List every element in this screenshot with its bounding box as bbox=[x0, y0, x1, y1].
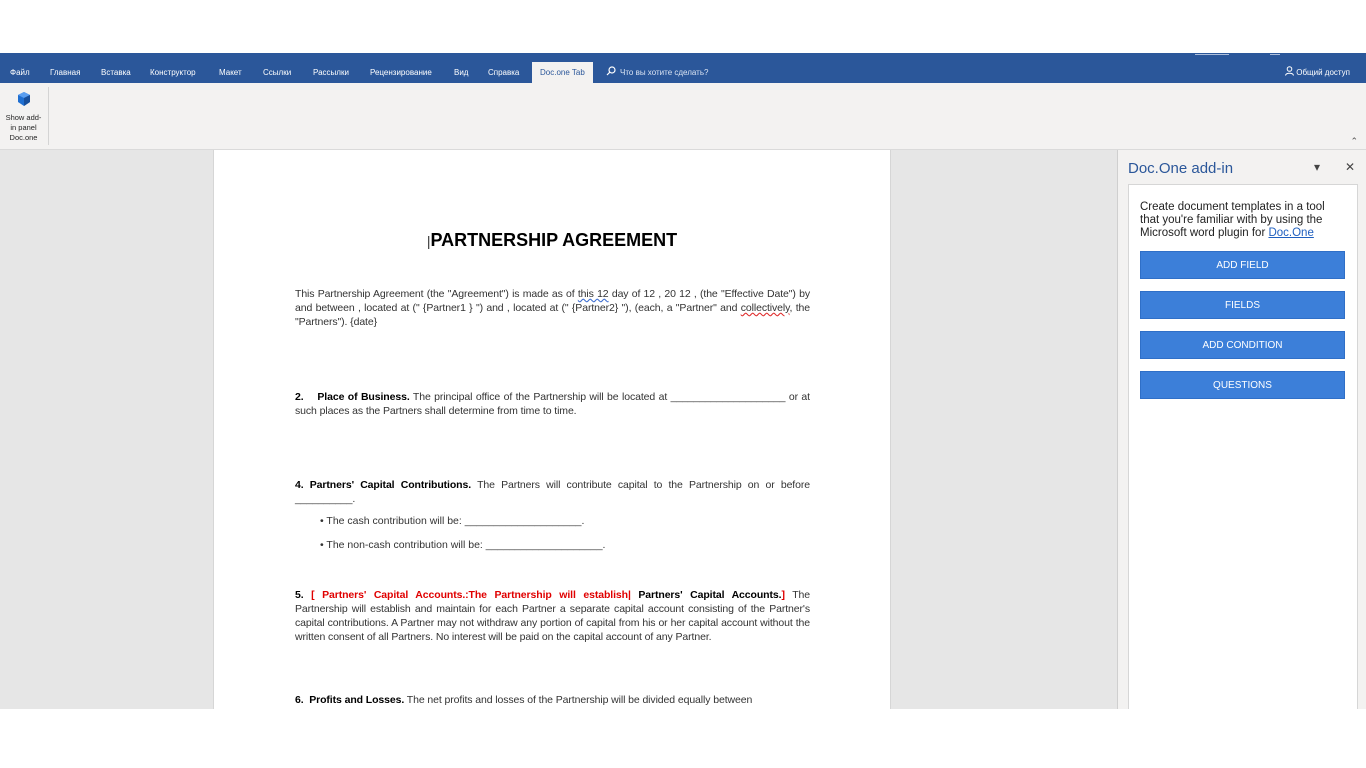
addin-description-text: Create document templates in a tool that you're familiar with by using the Microsoft word plugin for bbox=[1140, 201, 1325, 239]
share-button[interactable] bbox=[1285, 62, 1350, 83]
search-icon bbox=[606, 66, 616, 76]
questions-button[interactable]: QUESTIONS bbox=[1140, 371, 1345, 399]
tab-docone[interactable]: Doc.one Tab bbox=[532, 62, 593, 83]
tab-file[interactable]: Файл bbox=[10, 68, 30, 77]
docone-link[interactable]: Doc.One bbox=[1268, 227, 1314, 239]
ribbon-group-label: Doc.one bbox=[9, 133, 38, 142]
title-bar bbox=[0, 53, 1366, 62]
bottom-margin bbox=[0, 709, 1366, 768]
addin-description bbox=[1140, 201, 1340, 240]
section-5-number: 5. bbox=[295, 589, 304, 601]
addin-button-label-2: in panel bbox=[10, 123, 37, 132]
document-canvas bbox=[0, 150, 1118, 709]
person-icon bbox=[1285, 66, 1294, 76]
section-6-body: The net profits and losses of the Partnership will be divided equally between bbox=[404, 694, 753, 706]
tell-me-placeholder: Что вы хотите сделать? bbox=[620, 68, 709, 77]
intro-paragraph bbox=[295, 287, 810, 329]
section-5-body: The Partnership will establish and maintain for each Partner a separate capital account consisting of the Partner's capital contributions. A Partner may not withdraw any portion of capital from his or her capital account without the written consent of all Partners. No interest will be paid on the capital account of any Partner. bbox=[295, 589, 810, 643]
section-6-paragraph bbox=[295, 693, 810, 707]
bullet-noncash: • The non-cash contribution will be: ____________________. bbox=[320, 539, 606, 551]
section-2-heading: Place of Business. bbox=[317, 391, 410, 403]
dropdown-icon[interactable]: ▾ bbox=[1314, 160, 1321, 174]
addin-button-label-1: Show add- bbox=[5, 113, 42, 122]
intro-text-2: this 12 bbox=[577, 288, 609, 300]
share-label: Общий доступ bbox=[1296, 68, 1350, 77]
section-4-body: The Partners will contribute capital to the Partnership on or before __________. bbox=[295, 479, 810, 505]
section-5-field-close: ] bbox=[781, 589, 785, 601]
add-field-button[interactable]: ADD FIELD bbox=[1140, 251, 1345, 279]
tab-home[interactable]: Главная bbox=[50, 68, 81, 77]
tab-references[interactable]: Ссылки bbox=[263, 68, 292, 77]
tell-me-search[interactable] bbox=[606, 62, 708, 83]
document-title bbox=[214, 230, 890, 251]
intro-text-3: day of 12 , 20 12 , (the "Effective Date") by and between , located at (" {Partner1 } ") and , located at (" {Partner2} "), (each, a "Partner" and bbox=[295, 288, 810, 314]
section-2-paragraph bbox=[295, 390, 810, 418]
add-condition-button[interactable]: ADD CONDITION bbox=[1140, 331, 1345, 359]
tab-insert[interactable]: Вставка bbox=[101, 68, 131, 77]
section-5-field-marker[interactable]: [ Partners' Capital Accounts.:The Partnership will establish| bbox=[311, 589, 631, 601]
document-page[interactable] bbox=[213, 150, 891, 709]
bullet-cash: • The cash contribution will be: ____________________. bbox=[320, 515, 585, 527]
ribbon-separator bbox=[48, 87, 49, 145]
ribbon-body bbox=[0, 83, 1366, 150]
collapse-ribbon-icon[interactable]: ⌃ bbox=[1350, 136, 1358, 146]
section-6-number: 6. bbox=[295, 694, 304, 706]
tab-review[interactable]: Рецензирование bbox=[370, 68, 432, 77]
close-icon[interactable]: ✕ bbox=[1345, 160, 1356, 174]
tab-help[interactable]: Справка bbox=[488, 68, 520, 77]
section-4-number: 4. bbox=[295, 479, 304, 491]
intro-text-5: , the "Partners"). {date} bbox=[295, 302, 811, 328]
tab-view[interactable]: Вид bbox=[454, 68, 469, 77]
tab-mailings[interactable]: Рассылки bbox=[313, 68, 349, 77]
addin-pane-title: Doc.One add-in bbox=[1128, 160, 1234, 177]
tab-layout[interactable]: Макет bbox=[219, 68, 242, 77]
show-addin-panel-button[interactable] bbox=[0, 87, 47, 149]
fields-button[interactable]: FIELDS bbox=[1140, 291, 1345, 319]
intro-text-1: This Partnership Agreement (the "Agreement") is made as of bbox=[295, 288, 578, 300]
addin-pane-content bbox=[1128, 184, 1358, 711]
section-2-body: The principal office of the Partnership will be located at ____________________ or at such places as the Partners shall determine from time to time. bbox=[295, 391, 810, 417]
text-cursor: | bbox=[426, 233, 431, 249]
doc-one-cube-icon bbox=[16, 91, 32, 107]
section-2-number: 2. bbox=[295, 391, 304, 403]
section-5-paragraph bbox=[295, 588, 810, 644]
addin-task-pane bbox=[1117, 150, 1366, 709]
section-4-paragraph bbox=[295, 478, 810, 506]
section-6-heading: Profits and Losses. bbox=[309, 694, 405, 706]
tab-design[interactable]: Конструктор bbox=[150, 68, 196, 77]
intro-text-4: collectively bbox=[740, 302, 790, 314]
top-margin bbox=[0, 0, 1366, 53]
ribbon-tab-bar bbox=[0, 62, 1366, 83]
title-bar-control[interactable] bbox=[1195, 54, 1229, 55]
section-4-heading: Partners' Capital Contributions. bbox=[309, 479, 472, 491]
title-bar-control[interactable] bbox=[1270, 54, 1280, 55]
document-title-text: PARTNERSHIP AGREEMENT bbox=[430, 230, 678, 250]
section-5-heading: Partners' Capital Accounts. bbox=[630, 589, 782, 601]
